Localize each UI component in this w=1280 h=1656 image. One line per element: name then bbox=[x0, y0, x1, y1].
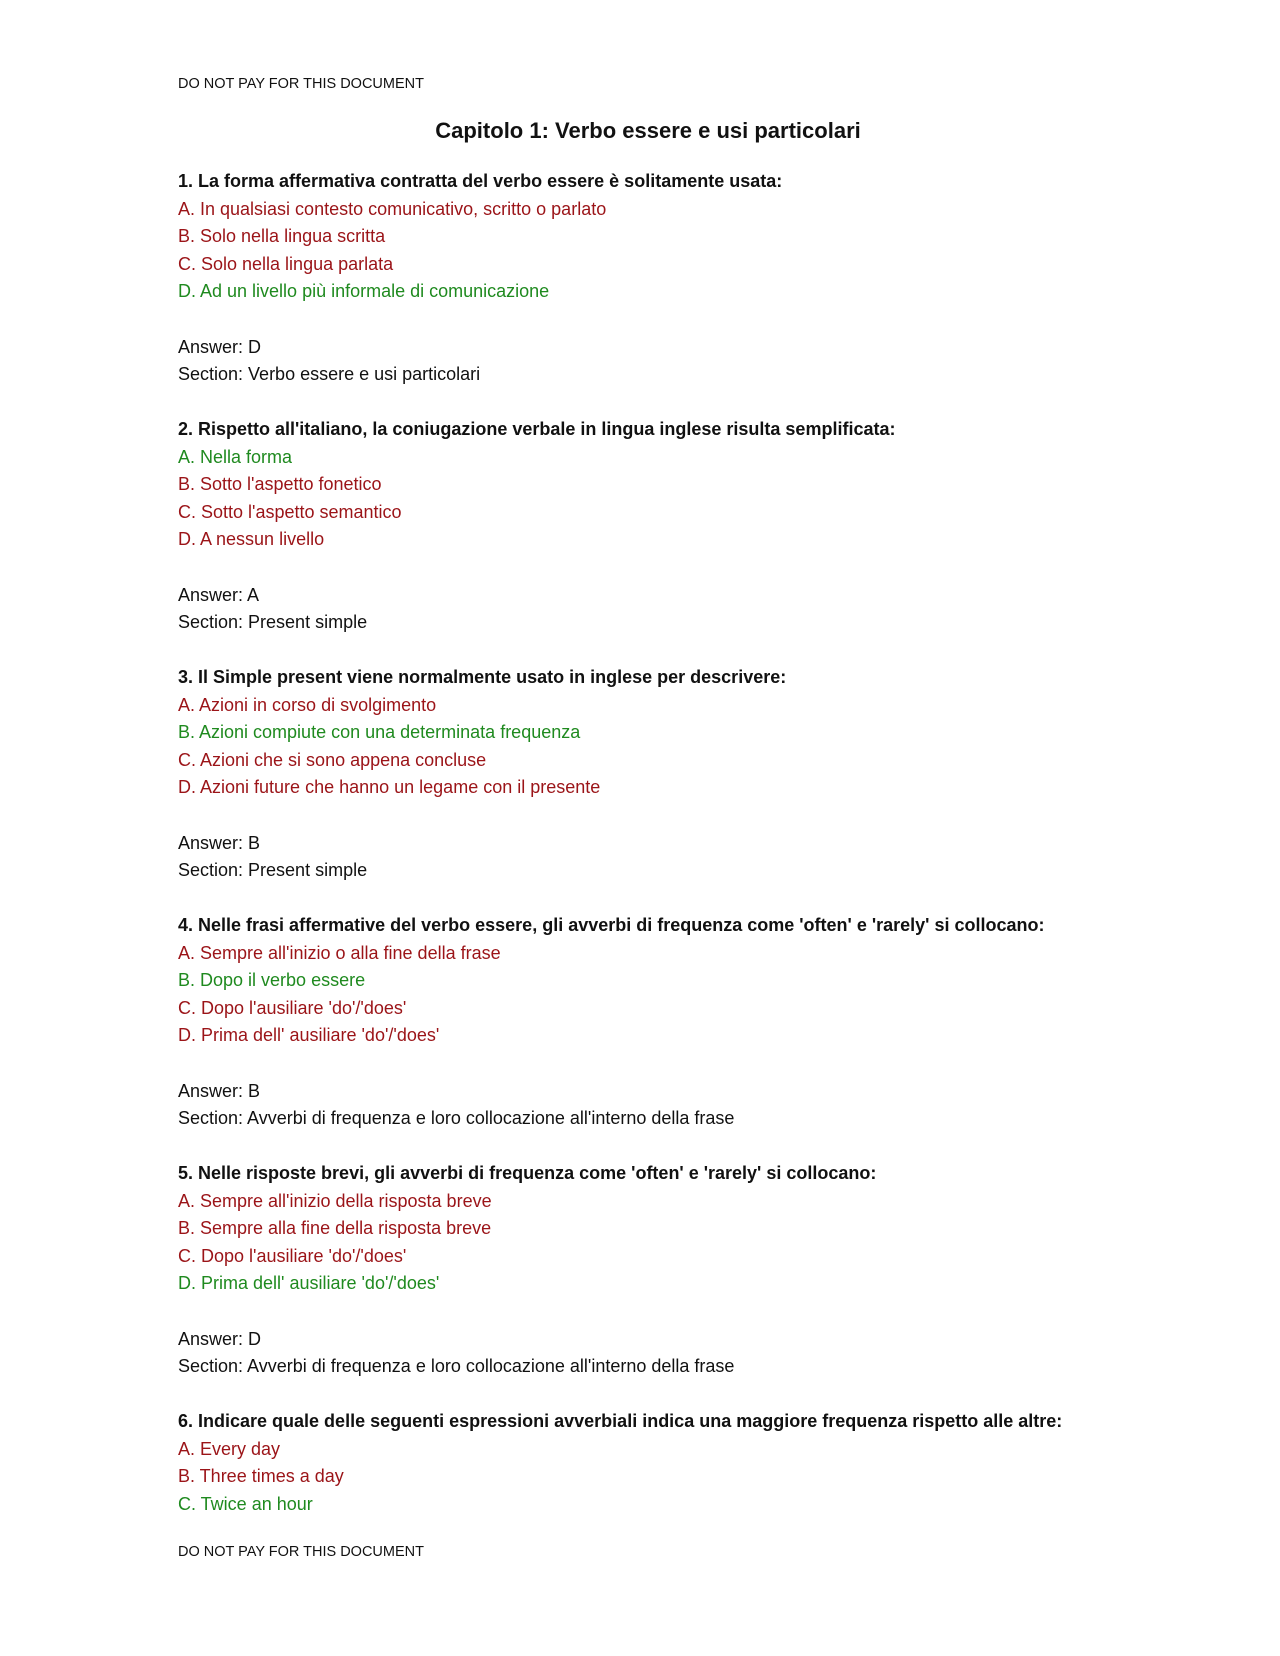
question-text: 5. Nelle risposte brevi, gli avverbi di frequenza come 'often' e 'rarely' si collocano: bbox=[178, 1163, 877, 1183]
section-label: Section: Present simple bbox=[178, 860, 368, 881]
answer-key: Answer: B bbox=[178, 1080, 261, 1101]
section-label: Section: Avverbi di frequenza e loro collocazione all'interno della frase bbox=[178, 1108, 735, 1129]
document-page bbox=[178, 0, 1118, 1652]
answer-option-correct: B. Azioni compiute con una determinata frequenza bbox=[178, 722, 581, 743]
answer-option: D. Prima dell' ausiliare 'do'/'does' bbox=[178, 1025, 440, 1046]
question-block bbox=[178, 1408, 1118, 1656]
answer-option-correct: D. Prima dell' ausiliare 'do'/'does' bbox=[178, 1273, 440, 1294]
answer-option-correct: D. Ad un livello più informale di comunicazione bbox=[178, 281, 550, 302]
question-block bbox=[178, 168, 1118, 416]
question-list bbox=[178, 168, 1118, 1656]
answer-option: A. Sempre all'inizio della risposta breve bbox=[178, 1190, 492, 1211]
answer-option: C. Solo nella lingua parlata bbox=[178, 253, 394, 274]
answer-key: Answer: D bbox=[178, 336, 262, 357]
question-block bbox=[178, 912, 1118, 1160]
spacer bbox=[178, 306, 1118, 334]
answer-key: Answer: B bbox=[178, 832, 261, 853]
header-note: DO NOT PAY FOR THIS DOCUMENT bbox=[178, 76, 424, 92]
answer-option: C. Azioni che si sono appena concluse bbox=[178, 749, 487, 770]
answer-option: C. Dopo l'ausiliare 'do'/'does' bbox=[178, 1245, 407, 1266]
section-label: Section: Present simple bbox=[178, 612, 368, 633]
question-block bbox=[178, 664, 1118, 912]
answer-option-correct: C. Twice an hour bbox=[178, 1493, 313, 1514]
answer-option-correct: B. Dopo il verbo essere bbox=[178, 970, 366, 991]
question-text: 6. Indicare quale delle seguenti espressioni avverbiali indica una maggiore frequenza rispetto alle altre: bbox=[178, 1411, 1063, 1431]
answer-option: A. Sempre all'inizio o alla fine della frase bbox=[178, 942, 501, 963]
question-block bbox=[178, 1160, 1118, 1408]
spacer bbox=[178, 802, 1118, 830]
footer-note: DO NOT PAY FOR THIS DOCUMENT bbox=[178, 1544, 424, 1560]
question-block bbox=[178, 416, 1118, 664]
answer-option: B. Sotto l'aspetto fonetico bbox=[178, 474, 382, 495]
answer-option-correct: A. Nella forma bbox=[178, 446, 293, 467]
answer-option: D. Azioni future che hanno un legame con il presente bbox=[178, 777, 601, 798]
question-text: 1. La forma affermativa contratta del verbo essere è solitamente usata: bbox=[178, 171, 783, 191]
section-label: Section: Avverbi di frequenza e loro collocazione all'interno della frase bbox=[178, 1356, 735, 1377]
spacer bbox=[178, 554, 1118, 582]
spacer bbox=[178, 1050, 1118, 1078]
answer-key: Answer: A bbox=[178, 584, 260, 605]
page-title: Capitolo 1: Verbo essere e usi particolari bbox=[435, 118, 861, 143]
section-label: Section: Verbo essere e usi particolari bbox=[178, 364, 481, 385]
spacer bbox=[178, 1298, 1118, 1326]
answer-option: D. A nessun livello bbox=[178, 529, 325, 550]
answer-option: C. Sotto l'aspetto semantico bbox=[178, 501, 402, 522]
answer-option: B. Sempre alla fine della risposta breve bbox=[178, 1218, 492, 1239]
answer-option: B. Solo nella lingua scritta bbox=[178, 226, 386, 247]
answer-option: A. In qualsiasi contesto comunicativo, scritto o parlato bbox=[178, 198, 607, 219]
answer-option: A. Azioni in corso di svolgimento bbox=[178, 694, 437, 715]
answer-option: C. Dopo l'ausiliare 'do'/'does' bbox=[178, 997, 407, 1018]
answer-key: Answer: D bbox=[178, 1328, 262, 1349]
question-text: 3. Il Simple present viene normalmente usato in inglese per descrivere: bbox=[178, 667, 787, 687]
answer-option: B. Three times a day bbox=[178, 1466, 344, 1487]
question-text: 2. Rispetto all'italiano, la coniugazione verbale in lingua inglese risulta semplificata: bbox=[178, 419, 896, 439]
answer-option: A. Every day bbox=[178, 1438, 281, 1459]
question-text: 4. Nelle frasi affermative del verbo essere, gli avverbi di frequenza come 'often' e 'rarely' si collocano: bbox=[178, 915, 1045, 935]
